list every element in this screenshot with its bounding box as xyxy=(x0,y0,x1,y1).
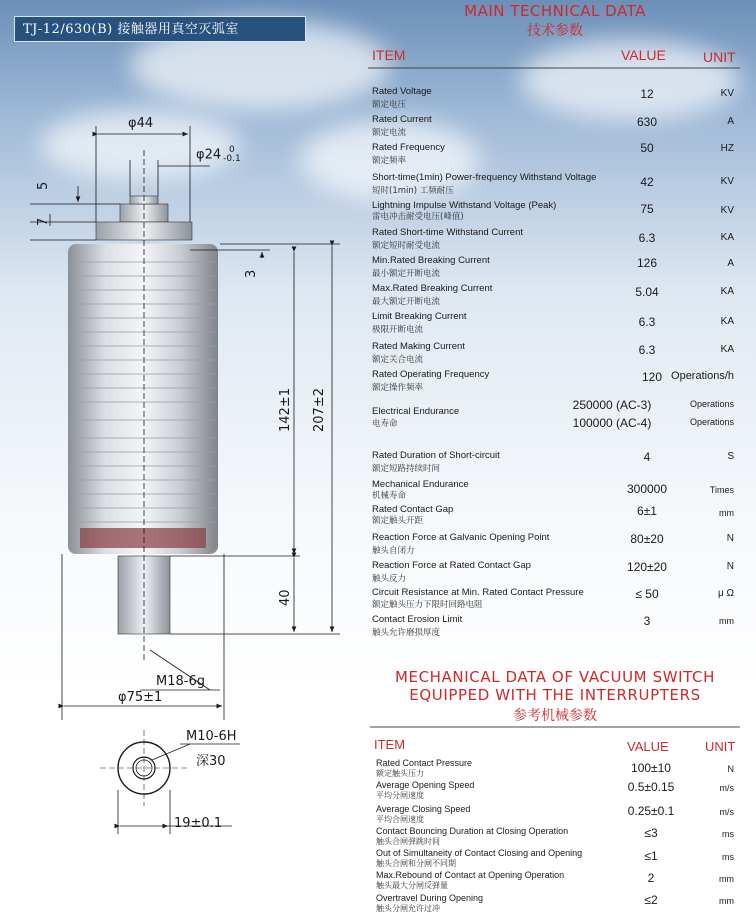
main-row-en: Rated Short-time Withstand Current xyxy=(372,227,524,238)
dim-207: 207±2 xyxy=(312,388,327,432)
main-row-en: Rated Contact Gap xyxy=(372,504,454,515)
mech-row-en: Contact Bouncing Duration at Closing Operation xyxy=(376,826,569,836)
main-row-value: 42 xyxy=(640,175,654,189)
dim-diameter-44: φ44 xyxy=(128,116,154,131)
main-row-en: Rated Frequency xyxy=(372,142,445,153)
main-row-value: 300000 xyxy=(626,482,668,496)
main-row-en: Rated Current xyxy=(372,114,432,125)
main-row-en: Limit Breaking Current xyxy=(372,311,467,322)
dim-diameter-75: φ75±1 xyxy=(118,690,163,705)
main-row-value: ≤ 50 xyxy=(635,587,659,601)
main-row-cn: 触头允许磨损厚度 xyxy=(372,628,441,638)
mech-row-en: Overtravel During Opening xyxy=(376,893,484,903)
mech-row-en: Out of Simultaneity of Contact Closing and Opening xyxy=(376,848,583,858)
main-row-value: 250000 (AC-3) xyxy=(572,398,652,412)
mech-row-unit: mm xyxy=(719,896,734,906)
main-col-item: ITEM xyxy=(372,47,406,63)
main-row-unit: KA xyxy=(720,344,734,355)
main-row-cn: 额定短路持续时间 xyxy=(372,464,441,474)
main-row-unit: KV xyxy=(720,88,734,99)
main-row-cn: 额定短时耐受电流 xyxy=(372,241,441,251)
main-row-value: 6.3 xyxy=(638,343,656,357)
main-row-en: Rated Operating Frequency xyxy=(372,369,490,380)
mech-row-value: 2 xyxy=(647,871,655,885)
main-col-unit: UNIT xyxy=(703,49,736,65)
main-row-cn: 最大额定开断电流 xyxy=(372,297,441,307)
main-row-cn: 额定电压 xyxy=(372,100,407,110)
mech-row-unit: mm xyxy=(719,874,734,884)
mech-section-title-en-2: EQUIPPED WITH THE INTERRUPTERS xyxy=(409,686,701,704)
main-row-value: 75 xyxy=(640,202,654,216)
main-row-value: 630 xyxy=(636,115,658,129)
main-row-cn: 额定触头压力下限时回路电阻 xyxy=(372,600,483,610)
main-row-value: 6.3 xyxy=(638,315,656,329)
thread-main-label: M18-6g xyxy=(156,674,205,689)
main-row-value: 80±20 xyxy=(630,532,664,546)
main-row-unit: A xyxy=(727,116,734,127)
mech-row-cn: 额定触头压力 xyxy=(376,769,424,778)
dim-5: 5 xyxy=(36,181,51,190)
main-row-en: Rated Voltage xyxy=(372,86,432,97)
main-row-unit: mm xyxy=(719,616,734,626)
dim-diameter-24 xyxy=(196,146,241,164)
main-row-value: 126 xyxy=(636,256,658,270)
mech-row-unit: m/s xyxy=(719,807,734,817)
dim-7: 7 xyxy=(36,217,51,226)
mech-row-unit: N xyxy=(727,764,734,774)
main-row-cn: 额定频率 xyxy=(372,156,407,166)
dim-3: 3 xyxy=(244,269,259,278)
main-row-value: 5.04 xyxy=(635,285,659,299)
main-row-value: 4 xyxy=(643,450,651,464)
main-row-cn: 额定关合电流 xyxy=(372,355,424,365)
main-row-en: Electrical Endurance xyxy=(372,406,460,417)
main-row-cn: 触头自闭力 xyxy=(372,546,415,556)
main-row-cn: 最小额定开断电流 xyxy=(372,269,441,279)
main-row-unit: KV xyxy=(720,176,734,187)
mech-row-en: Average Closing Speed xyxy=(376,804,471,814)
main-row-en: Lightning Impulse Withstand Voltage (Peak) xyxy=(372,200,557,211)
main-row-unit: KA xyxy=(720,316,734,327)
dim-diameter-24-tol-top: 0 xyxy=(229,145,235,155)
mech-row-unit: ms xyxy=(722,852,734,862)
main-row-unit: μ Ω xyxy=(717,588,734,599)
main-row-cn: 极限开断电流 xyxy=(372,325,424,335)
main-row-unit: S xyxy=(727,451,734,462)
mech-row-unit: ms xyxy=(722,829,734,839)
main-row-unit: HZ xyxy=(720,143,734,154)
main-row-cn: 机械寿命 xyxy=(372,491,407,501)
mech-row-value: ≤2 xyxy=(644,893,658,907)
main-row-cn: 雷电冲击耐受电压(峰值) xyxy=(372,212,464,222)
mech-row-value: 0.25±0.1 xyxy=(627,804,675,818)
mech-row-value: ≤1 xyxy=(644,849,658,863)
main-row-cn: 短时(1min) 工频耐压 xyxy=(372,186,454,196)
main-row-en: Short-time(1min) Power-frequency Withstand Voltage xyxy=(372,172,597,183)
interrupter-body xyxy=(68,196,218,634)
main-row-cn: 电寿命 xyxy=(372,419,398,429)
mech-col-unit: UNIT xyxy=(705,739,736,754)
mech-col-item: ITEM xyxy=(374,737,406,752)
mech-row-cn: 触头最大分闸反弹量 xyxy=(376,881,448,890)
main-row-value: 120±20 xyxy=(627,560,667,574)
page-title: TJ-12/630(B) 接触器用真空灭弧室 xyxy=(14,16,306,42)
main-row-unit: KA xyxy=(720,286,734,297)
main-row-value: 6.3 xyxy=(638,231,656,245)
mech-row-value: ≤3 xyxy=(644,826,658,840)
mech-row-cn: 触头分闸允许过冲 xyxy=(376,904,440,913)
main-row-unit: N xyxy=(726,561,734,572)
main-row-en: Reaction Force at Galvanic Opening Point xyxy=(372,532,550,543)
main-row-unit: A xyxy=(727,258,734,269)
mech-row-value: 0.5±0.15 xyxy=(627,780,675,794)
main-row-en: Circuit Resistance at Min. Rated Contact Pressure xyxy=(372,587,584,598)
main-row-en: Rated Duration of Short-circuit xyxy=(372,450,500,461)
mech-row-cn: 平均分闸速度 xyxy=(376,791,424,800)
main-row-en: Reaction Force at Rated Contact Gap xyxy=(372,560,531,571)
mech-row-en: Average Opening Speed xyxy=(376,780,475,790)
main-row-en: Mechanical Endurance xyxy=(372,479,469,490)
main-col-value: VALUE xyxy=(621,47,666,63)
dim-diameter-24-value: φ24 xyxy=(196,147,222,163)
thread-end-label: M10-6H xyxy=(186,729,237,744)
main-row-unit: Times xyxy=(709,485,734,495)
mech-row-unit: m/s xyxy=(719,783,734,793)
main-row-unit: mm xyxy=(719,508,734,518)
main-row-cn: 额定电流 xyxy=(372,128,407,138)
main-row-value: 12 xyxy=(640,87,654,101)
mech-row-en: Max.Rebound of Contact at Opening Operation xyxy=(376,870,565,880)
main-row-value: 120 xyxy=(641,370,663,384)
mech-row-cn: 触头合闸弹跳时间 xyxy=(376,837,440,846)
main-section-title-cn: 技术参数 xyxy=(527,23,583,39)
mech-section-title-cn: 参考机械参数 xyxy=(513,708,597,724)
main-row-en: Min.Rated Breaking Current xyxy=(372,255,490,266)
mech-section-title-en-1: MECHANICAL DATA OF VACUUM SWITCH xyxy=(394,668,715,686)
thread-depth-label: 深30 xyxy=(196,754,226,769)
main-row-value: 3 xyxy=(643,614,651,628)
main-row-unit-2: Operations xyxy=(689,417,734,427)
main-row-value: 6±1 xyxy=(637,504,657,518)
main-row-en: Rated Making Current xyxy=(372,341,465,352)
mech-row-cn: 平均合闸速度 xyxy=(376,815,424,824)
dim-142: 142±1 xyxy=(278,388,293,432)
main-row-en: Max.Rated Breaking Current xyxy=(372,283,493,294)
main-row-unit: KA xyxy=(720,232,734,243)
dim-40: 40 xyxy=(278,589,293,606)
main-row-cn: 额定操作频率 xyxy=(372,383,424,393)
main-row-unit: Operations/h xyxy=(671,370,734,382)
main-row-unit: N xyxy=(726,533,734,544)
mech-row-cn: 触头合闸和分闸不同期 xyxy=(376,859,456,868)
mech-col-value: VALUE xyxy=(627,739,669,754)
main-row-unit: Operations xyxy=(689,399,734,409)
main-row-unit: KV xyxy=(720,205,734,216)
main-row-value: 50 xyxy=(640,141,654,155)
mech-row-en: Rated Contact Pressure xyxy=(376,758,473,768)
main-row-en: Contact Erosion Limit xyxy=(372,614,463,625)
main-section-title-en: MAIN TECHNICAL DATA xyxy=(464,2,646,20)
main-row-cn: 额定触头开距 xyxy=(372,516,424,526)
mech-row-value: 100±10 xyxy=(631,761,671,775)
dim-diameter-24-tol-bottom: -0.1 xyxy=(223,154,241,164)
main-row-value-2: 100000 (AC-4) xyxy=(572,416,652,430)
main-row-cn: 触头反力 xyxy=(372,574,407,584)
dim-19: 19±0.1 xyxy=(174,816,223,831)
